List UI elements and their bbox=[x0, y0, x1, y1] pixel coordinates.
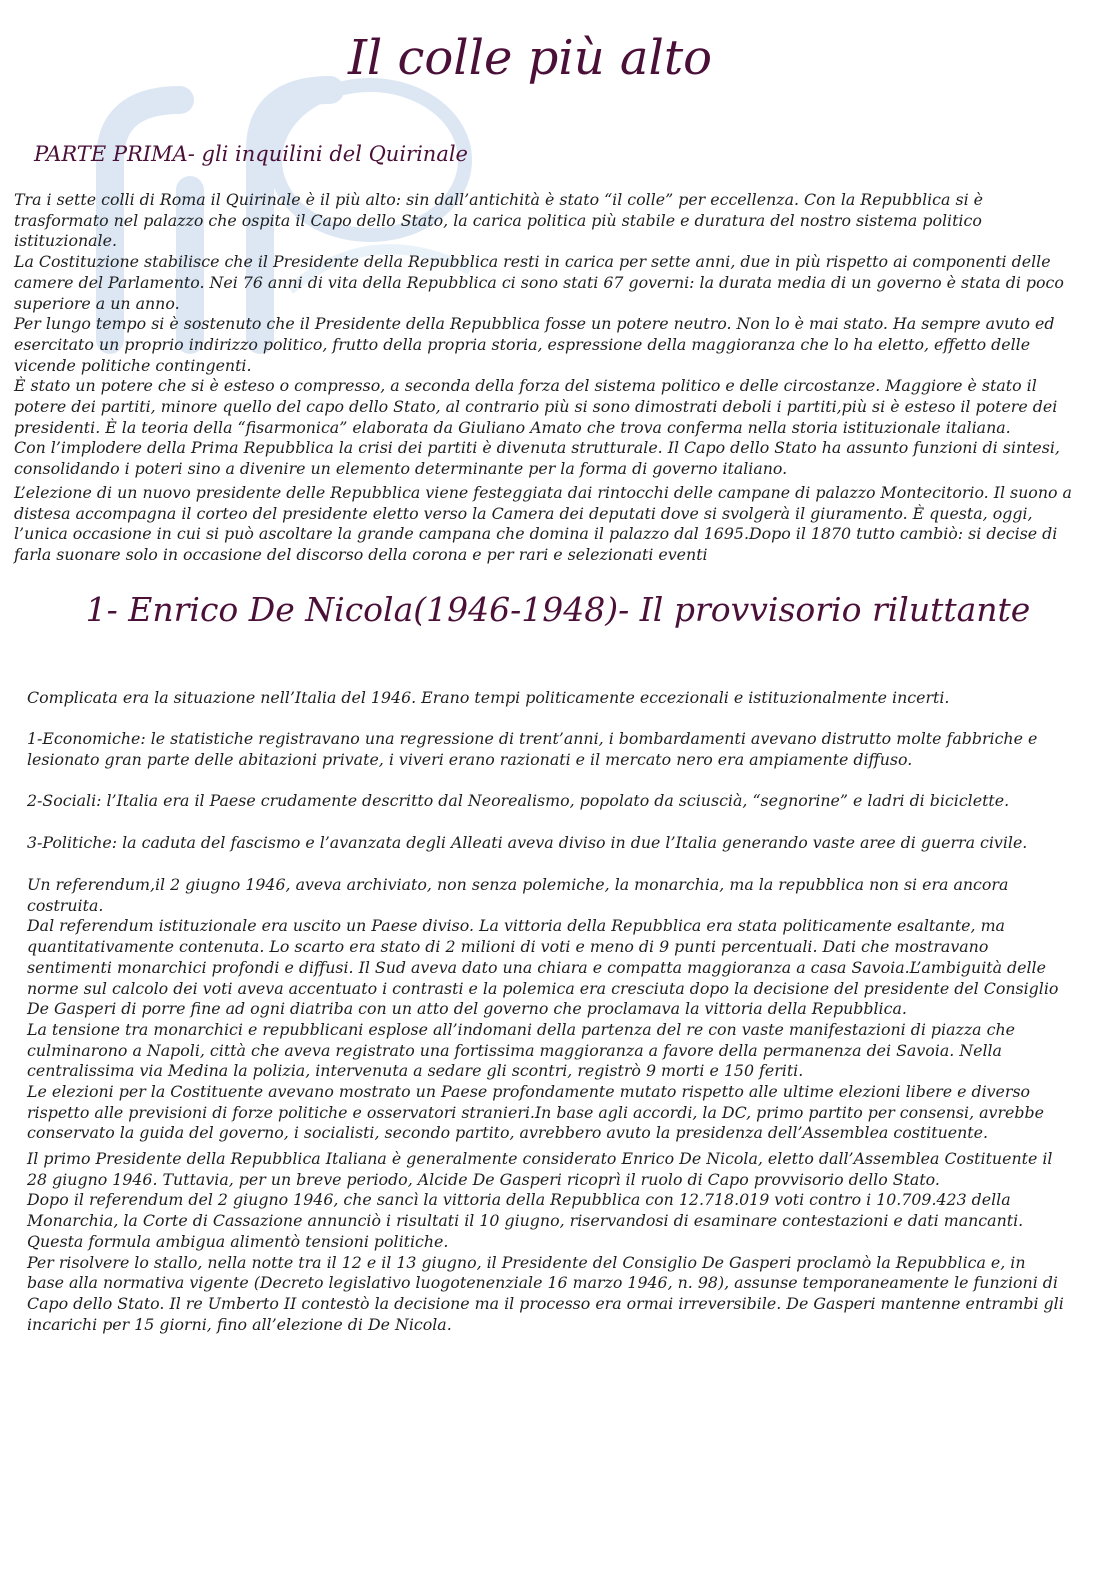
section-political bbox=[27, 833, 1067, 854]
section-economic bbox=[27, 729, 1067, 770]
section-paragraph: 1-Economiche: le statistiche registravano una regressione di trent’anni, i bombardamenti avevano distrutto molte fabbriche e lesionato gran parte delle abitazioni private, i viveri erano razionati e il mercato nero era ampiamente diffuso. bbox=[27, 729, 1038, 769]
section-paragraph: Le elezioni per la Costituente avevano mostrato un Paese profondamente mutato rispetto alle ultime elezioni libere e diverso rispetto alle previsioni di forze politiche e osservatori stranieri.In base agli accordi, la DC, primo partito per consensi, avrebbe conservato la guida del governo, i socialisti, secondo partito, avrebbero avuto la presidenza dell’Assemblea costituente. bbox=[27, 1082, 1044, 1143]
section-paragraph: Complicata era la situazione nell’Italia del 1946. Erano tempi politicamente eccezionali e istituzionalmente incerti. bbox=[27, 688, 950, 707]
intro-text bbox=[14, 190, 1074, 566]
document-title: Il colle più alto bbox=[347, 30, 713, 86]
section-paragraph: Un referendum,il 2 giugno 1946, aveva archiviato, non senza polemiche, la monarchia, ma la repubblica non si era ancora costruita. bbox=[27, 875, 1009, 915]
part-heading: PARTE PRIMA- gli inquilini del Quirinale bbox=[34, 142, 468, 166]
section-paragraph: La tensione tra monarchici e repubblicani esplose all’indomani della partenza del re con vaste manifestazioni di piazza che culminarono a Napoli, città che aveva registrato una fortissima maggioranza a favore della permanenza dei Savoia. Nella centralissima via Medina la polizia, intervenuta a sedare gli scontri, registrò 9 morti e 150 feriti. bbox=[27, 1019, 1015, 1081]
section-social bbox=[27, 791, 1067, 812]
section-president bbox=[27, 1149, 1067, 1335]
section-paragraph: Dopo il referendum del 2 giugno 1946, che sancì la vittoria della Repubblica con 12.718.019 voti contro i 10.709.423 della Monarchia, la Corte di Cassazione annunciò i risultati il 10 giugno, riservandosi di esaminare contestazioni e dati mancanti. Questa formula ambigua alimentò tensioni politiche. bbox=[27, 1190, 1024, 1251]
intro-paragraph: È stato un potere che si è esteso o compresso, a seconda della forza del sistema politico e delle circostanze. Maggiore è stato il potere dei partiti, minore quello del capo dello Stato, al contrario più si sono dimostrati deboli i partiti,più si è esteso il potere dei presidenti. È la teoria della “fisarmonica” elaborata da Giuliano Amato che trova conferma nella storia istituzionale italiana. bbox=[14, 376, 1058, 437]
section-intro bbox=[27, 688, 1067, 709]
intro-paragraph: La Costituzione stabilisce che il Presidente della Repubblica resti in carica per sette anni, due in più rispetto ai componenti delle camere del Parlamento. Nei 76 anni di vita della Repubblica ci sono stati 67 governi: la durata media di un governo è stata di poco superiore a un anno. bbox=[14, 252, 1064, 313]
intro-paragraph: L’elezione di un nuovo presidente delle Repubblica viene festeggiata dai rintocchi delle campane di palazzo Montecitorio. Il suono a distesa accompagna il corteo del presidente eletto verso la Camera dei deputati dove si svolgerà il giuramento. È questa, oggi, l’unica occasione in cui si può ascoltare la grande campana che domina il palazzo dal 1695.Dopo il 1870 tutto cambiò: si decise di farla suonare solo in occasione del discorso della corona e per rari e selezionati eventi bbox=[14, 482, 1072, 564]
section-title: 1- Enrico De Nicola(1946-1948)- Il provvisorio riluttante bbox=[85, 590, 1031, 629]
intro-paragraph: Tra i sette colli di Roma il Quirinale è il più alto: sin dall’antichità è stato “il colle” per eccellenza. Con la Repubblica si è trasformato nel palazzo che ospita il Capo dello Stato, la carica politica più stabile e duratura del nostro sistema politico istituzionale. bbox=[14, 190, 984, 251]
intro-paragraph: Per lungo tempo si è sostenuto che il Presidente della Repubblica fosse un potere neutro. Non lo è mai stato. Ha sempre avuto ed esercitato un proprio indirizzo politico, frutto della propria storia, espressione della maggioranza che lo ha eletto, effetto delle vicende politiche contingenti. bbox=[14, 314, 1055, 375]
section-paragraph: Per risolvere lo stallo, nella notte tra il 12 e il 13 giugno, il Presidente del Consiglio De Gasperi proclamò la Repubblica e, in base alla normativa vigente (Decreto legislativo luogotenenziale 16 marzo 1946, n. 98), assunse temporaneamente le funzioni di Capo dello Stato. Il re Umberto II contestò la decisione ma il processo era ormai irreversibile. De Gasperi mantenne entrambi gli incarichi per 15 giorni, fino all’elezione di De Nicola. bbox=[27, 1252, 1064, 1334]
section-paragraph: 2-Sociali: l’Italia era il Paese crudamente descritto dal Neorealismo, popolato da sciuscià, “segnorine” e ladri di biciclette. bbox=[27, 791, 1010, 810]
section-paragraph: Il primo Presidente della Repubblica Italiana è generalmente considerato Enrico De Nicola, eletto dall’Assemblea Costituente il 28 giugno 1946. Tuttavia, per un breve periodo, Alcide De Gasperi ricoprì il ruolo di Capo provvisorio dello Stato. bbox=[27, 1149, 1053, 1189]
section-paragraph: 3-Politiche: la caduta del fascismo e l’avanzata degli Alleati aveva diviso in due l’Italia generando vaste aree di guerra civile. bbox=[27, 833, 1028, 852]
section-referendum bbox=[27, 875, 1067, 1144]
intro-paragraph: Con l’implodere della Prima Repubblica la crisi dei partiti è divenuta strutturale. Il Capo dello Stato ha assunto funzioni di sintesi, consolidando i poteri sino a divenire un elemento determinante per la forma di governo italiano. bbox=[14, 438, 1060, 479]
section-paragraph: Dal referendum istituzionale era uscito un Paese diviso. La vittoria della Repubblica era stata politicamente esaltante, ma quantitativamente contenuta. Lo scarto era stato di 2 milioni di voti e meno di 9 punti percentuali. Dati che mostravano sentimenti monarchici profondi e diffusi. Il Sud aveva dato una chiara e compatta maggioranza a casa Savoia.L’ambiguità delle norme sul calcolo dei voti aveva accentuato i contrasti e la polemica era cresciuta dopo la decisione del presidente del Consiglio De Gasperi di porre fine ad ogni diatriba con un atto del governo che proclamava la vittoria della Repubblica. bbox=[27, 916, 1059, 1019]
